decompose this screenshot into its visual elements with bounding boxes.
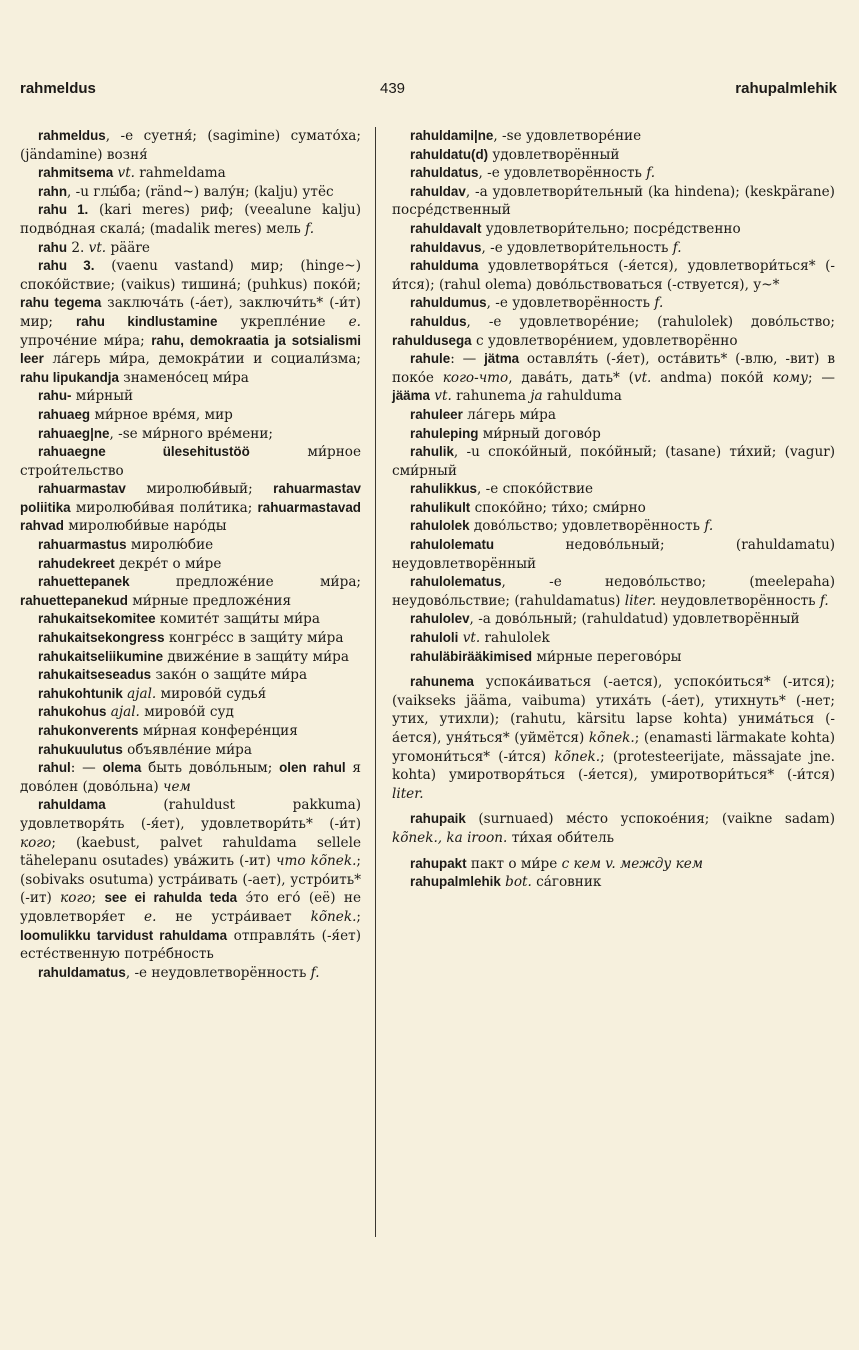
dictionary-entry: rahuldavus, -e удовлетвори́тельность f. <box>410 239 682 256</box>
dictionary-entry: rahulikkus, -e споко́йствие <box>410 481 594 498</box>
left-column <box>20 127 361 982</box>
dictionary-entry: rahn, -u глы́ба; (ränd~) валу́н; (kalju) утёс <box>38 183 334 200</box>
dictionary-entry: rahudekreet декре́т о ми́ре <box>38 555 222 572</box>
dictionary-entry: rahuloli vt. rahulolek <box>410 630 550 647</box>
dictionary-entry: rahuldumus, -e удовлетворённость f. <box>410 295 664 312</box>
dictionary-entry: rahulik, -u споко́йный, поко́йный; (tasane) ти́хий; (vagur) сми́рный <box>392 444 835 479</box>
dictionary-entry: rahuldamatus, -e неудовлетворённость f. <box>38 964 320 981</box>
dictionary-entry: rahul: — olema быть дово́льным; olen rahul я дово́лен (дово́льна) чем <box>20 760 361 795</box>
page-header <box>20 80 837 102</box>
dictionary-entry: rahuldav, -a удовлетвори́тельный (ka hindena); (keskpärane) посре́дственный <box>392 183 835 219</box>
dictionary-entry: rahupaik (surnuaed) ме́сто успокое́ния; (vaikne sadam) kõnek., ka iroon. ти́хая оби́тель <box>392 811 835 846</box>
dictionary-entry: rahukaitsekongress конгре́сс в защи́ту ми́ра <box>38 630 344 647</box>
dictionary-entry: rahuleping ми́рный догово́р <box>410 425 601 442</box>
dictionary-entry: rahukohus ajal. мирово́й суд <box>38 704 234 721</box>
dictionary-entry: rahukohtunik ajal. мирово́й судья́ <box>38 685 267 702</box>
dictionary-entry: rahuldavalt удовлетвори́тельно; посре́дственно <box>410 220 741 237</box>
right-column <box>392 127 835 892</box>
dictionary-entry: rahu 1. (kari meres) риф; (veealune kalju) подво́дная скала́; (madalik meres) мель f. <box>20 202 361 237</box>
dictionary-entry: rahuaegne ülesehitustöö ми́рное строи́тельство <box>20 444 361 479</box>
dictionary-entry: rahulduma удовлетворя́ться (-я́ется), удовлетвори́ться* (-и́тся); (rahul olema) дово́льствоваться (-ствуется), у~* <box>392 258 835 293</box>
dictionary-entry: rahupalmlehik bot. са́говник <box>410 874 602 891</box>
dictionary-entry: rahmitsema vt. rahmeldama <box>38 165 226 182</box>
right-running-headword: rahupalmlehik <box>735 80 837 97</box>
dictionary-entry: rahu 3. (vaenu vastand) мир; (hinge~) споко́йствие; (vaikus) тишина́; (puhkus) поко́й; rahu tegema заключа́ть (-а́ет), заключи́ть* (-и́т) мир; rahu kindlustamine укрепле́ние e. упроче́ние ми́ра; rahu, demokraatia ja sotsialismi leer ла́герь ми́ра, демокра́тии и социали́зма; rahu lipukandja знамено́сец ми́ра <box>20 258 362 386</box>
column-divider <box>375 127 376 1237</box>
dictionary-entry: rahu- ми́рный <box>38 388 134 405</box>
dictionary-entry: rahuaeg ми́рное вре́мя, мир <box>38 406 233 423</box>
dictionary-entry: rahuldus, -e удовлетворе́ние; (rahulolek) дово́льство; rahuldusega с удовлетворе́нием, удовлетворённо <box>392 313 835 349</box>
dictionary-entry: rahukaitseliikumine движе́ние в защи́ту ми́ра <box>38 648 349 665</box>
dictionary-entry: rahmeldus, -e суетня́; (sagimine) сумато́ха; (jändamine) возня́ <box>20 128 361 163</box>
dictionary-entry: rahupakt пакт о ми́ре с кем v. между кем <box>410 855 704 872</box>
dictionary-entry: rahuldami|ne, -se удовлетворе́ние <box>410 128 642 144</box>
dictionary-entry: rahuldama (rahuldust pakkuma) удовлетворя́ть (-я́ет), удовлетвори́ть* (-и́т) кого; (kaebust, palvet rahuldama sellele tähelepanu osutades) ува́жить (-ит) что kõnek.; (sobivaks osutuma) устра́ивать (-ает), устро́ить* (-ит) кого; see ei rahulda teda э́то его́ (её) не удовлетворя́ет e. не устра́ивает kõnek.; loomulikku tarvidust rahuldama отправля́ть (-я́ет) есте́ственную потре́бность <box>20 797 362 963</box>
dictionary-entry: rahulikult споко́йно; ти́хо; сми́рно <box>410 499 646 516</box>
dictionary-entry: rahukuulutus объявле́ние ми́ра <box>38 741 252 758</box>
dictionary-entry: rahuettepanek предложе́ние ми́ра; rahuettepanekud ми́рные предложе́ния <box>20 574 361 609</box>
dictionary-entry: rahuläbirääkimised ми́рные перегово́ры <box>410 648 682 665</box>
dictionary-entry: rahukaitsekomitee комите́т защи́ты ми́ра <box>38 611 320 628</box>
dictionary-entry: rahukaitseseadus зако́н о защи́те ми́ра <box>38 667 308 684</box>
dictionary-entry: rahulolematus, -e недово́льство; (meelepaha) неудово́льствие; (rahuldamatus) liter. неудовлетворённость f. <box>392 574 835 609</box>
dictionary-entry: rahukonverents ми́рная конфере́нция <box>38 723 298 739</box>
dictionary-entry: rahuaeg|ne, -se ми́рного вре́мени; <box>38 425 273 442</box>
dictionary-entry: rahunema успока́иваться (-ается), успоко́иться* (-ится); (vaikseks jääma, vaibuma) утиха́ть (-а́ет), утихнуть* (-нет; утих, утихли); (rahutu, kärsitu lapse kohta) унима́ться (-а́ется), уня́ться* (уймётся) kõnek.; (enamasti lärmakate kohta) угомони́ться* (-и́тся) kõnek.; (protesteerijate, mässajate jne. kohta) умиротворя́ться (-я́ется), умиротвори́ться* (-и́тся) liter. <box>392 674 836 802</box>
left-running-headword: rahmeldus <box>20 80 96 97</box>
dictionary-entry: rahuldatus, -e удовлетворённость f. <box>410 165 656 182</box>
dictionary-entry: rahulolev, -a дово́льный; (rahuldatud) удовлетворённый <box>410 611 800 628</box>
dictionary-entry: rahuldatu(d) удовлетворённый <box>410 146 620 163</box>
page-number: 439 <box>380 80 406 97</box>
dictionary-entry: rahule: — jätma оставля́ть (-я́ет), оста́вить* (-влю, -вит) в поко́е кого-что, дава́ть, дать* (vt. andma) поко́й кому; — jääma vt. rahunema ja rahulduma <box>392 351 836 405</box>
dictionary-entry: rahu 2. vt. pääre <box>38 239 150 256</box>
dictionary-entry: rahuarmastav миролюби́вый; rahuarmastav poliitika миролюби́вая поли́тика; rahuarmastavad rahvad миролюби́вые наро́ды <box>20 481 361 535</box>
dictionary-entry: rahuarmastus миролю́бие <box>38 537 214 554</box>
dictionary-entry: rahulolek дово́льство; удовлетворённость f. <box>410 518 714 535</box>
dictionary-entry: rahuleer ла́герь ми́ра <box>410 406 556 423</box>
dictionary-entry: rahulolematu недово́льный; (rahuldamatu) неудовлетворённый <box>392 537 835 572</box>
